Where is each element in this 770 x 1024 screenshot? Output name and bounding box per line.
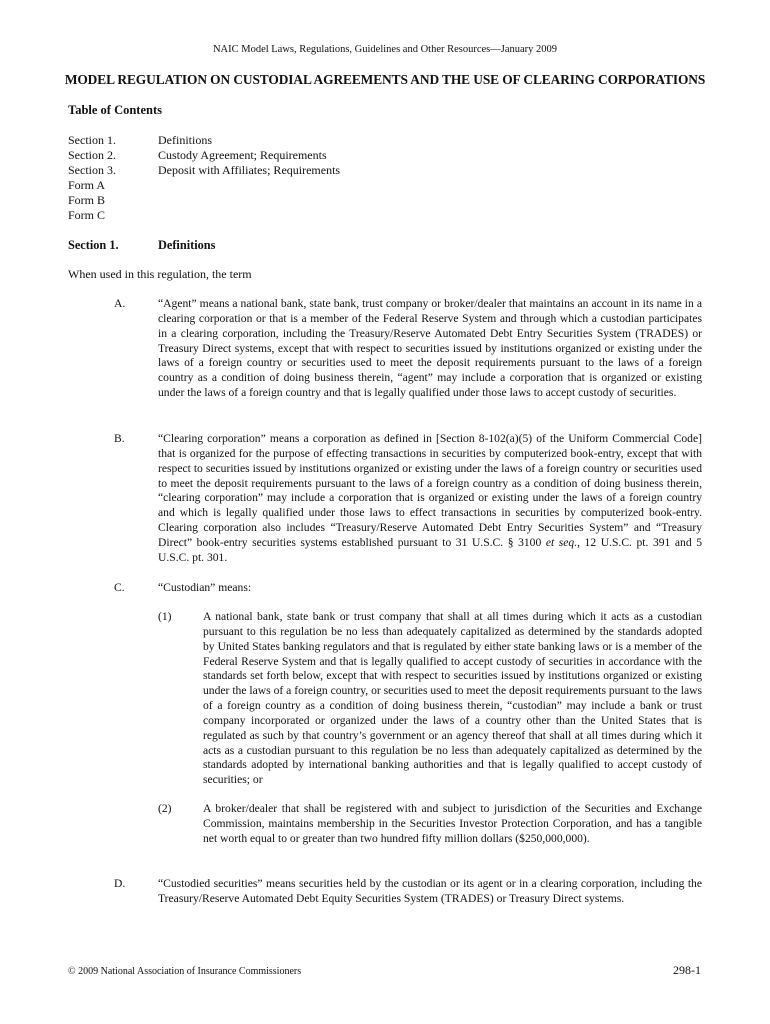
item-text: “Custodied securities” means securities held by the custodian or its agent or in a clearing corporation, including the Treasury/Reserve Automated Debt Equity Securities System (TRADES) or Treasury Direct systems. xyxy=(158,877,702,905)
running-header: NAIC Model Laws, Regulations, Guidelines and Other Resources—January 2009 xyxy=(212,44,558,55)
section-heading xyxy=(68,238,215,253)
definition-subitem xyxy=(158,610,702,788)
table-of-contents xyxy=(68,133,708,223)
toc-section-title: Deposit with Affiliates; Requirements xyxy=(158,163,341,177)
toc-entry xyxy=(68,163,708,178)
definition-item xyxy=(68,581,702,596)
toc-entry xyxy=(68,208,708,223)
toc-section-number: Section 2. xyxy=(68,148,116,162)
toc-form-label: Form A xyxy=(68,178,106,192)
definition-item xyxy=(68,432,702,566)
toc-entry xyxy=(68,193,708,208)
toc-section-number: Section 3. xyxy=(68,163,116,177)
item-text: “Custodian” means: xyxy=(158,581,252,594)
item-text-part: , 12 U.S.C. pt. 391 and 5 U.S.C. pt. 301. xyxy=(158,535,702,564)
subitem-number: (1) xyxy=(158,610,172,623)
section-intro: When used in this regulation, the term xyxy=(68,267,252,281)
item-text xyxy=(158,432,702,566)
item-letter: A. xyxy=(114,297,126,310)
toc-section-title: Custody Agreement; Requirements xyxy=(158,148,327,162)
toc-entry xyxy=(68,133,708,148)
toc-form-label: Form B xyxy=(68,193,106,207)
definition-subitem xyxy=(158,802,702,847)
item-text-italic: et seq. xyxy=(545,535,578,549)
section-number: Section 1. xyxy=(68,238,119,252)
toc-entry xyxy=(68,148,708,163)
item-text-part: “Clearing corporation” means a corporation as defined in [Section 8-102(a)(5) of the Uniform Commercial Code] that is organized for the purpose of effecting transactions in securities by computerized book-entry, except that with respect to securities issued by institutions organized or existing under the laws of a foreign country or securities used to meet the deposit requirements pursuant to the laws of a foreign country as a condition of doing business therein, “clearing corporation” may include a corporation that is organized or existing under the laws of a foreign country and which is legally qualified under those laws to effect transactions in securities by computerized book-entry. Clearing corporation also includes “Treasury/Reserve Automated Debt Entry Securities System” and “Treasury Direct” book-entry securities systems established pursuant to 31 U.S.C. § 3100 xyxy=(158,432,702,549)
item-letter: B. xyxy=(114,432,125,445)
subitem-number: (2) xyxy=(158,802,172,815)
page-number: 298-1 xyxy=(673,963,701,977)
toc-heading: Table of Contents xyxy=(68,103,162,117)
subitem-text: A national bank, state bank or trust company that shall at all times during which it acts as a custodian pursuant to this regulation be no less than adequately capitalized as determined by the standards adopted by United States banking regulators and that is regulated by either state banking laws or is a member of the Federal Reserve System and that is legally qualified to accept custody of securities in accordance with the standards set forth below, except that with respect to securities issued by institutions organized or existing under the laws of a foreign country, or securities used to meet the deposit requirements pursuant to the laws of a foreign country as a condition of doing business therein, “custodian” may include a bank or trust company incorporated or organized under the laws of a country other than the United States that is regulated as such by that country’s government or an agency thereof that shall at all times during which it acts as a custodian pursuant to this regulation be no less than adequately capitalized as determined by the standards adopted by international banking authorities and that is legally qualified to accept custody of securities; or xyxy=(203,610,702,787)
item-text: “Agent” means a national bank, state bank, trust company or broker/dealer that maintains an account in its name in a clearing corporation or that is a member of the Federal Reserve System and through which a custodian participates in a clearing corporation, including the Treasury/Reserve Automated Debt Entry Securities System (TRADES) or Treasury Direct systems, except that with respect to securities issued by institutions organized or existing under the laws of a foreign country or securities used to meet the deposit requirements pursuant to the laws of a foreign country as a condition of doing business therein, “agent” may include a corporation that is organized or existing under the laws of a foreign country and that is legally qualified under those laws to accept custody of securities. xyxy=(158,297,702,400)
definition-item xyxy=(68,297,702,401)
footer-copyright: © 2009 National Association of Insurance Commissioners xyxy=(68,966,302,977)
definition-item xyxy=(68,877,702,907)
item-letter: C. xyxy=(114,581,125,594)
document-title: MODEL REGULATION ON CUSTODIAL AGREEMENTS AND THE USE OF CLEARING CORPORATIONS xyxy=(64,72,706,87)
item-letter: D. xyxy=(114,877,126,890)
toc-section-title: Definitions xyxy=(158,133,212,147)
toc-form-label: Form C xyxy=(68,208,106,222)
toc-section-number: Section 1. xyxy=(68,133,116,147)
toc-entry xyxy=(68,178,708,193)
section-title: Definitions xyxy=(158,238,216,252)
subitem-text: A broker/dealer that shall be registered with and subject to jurisdiction of the Securities and Exchange Commission, maintains membership in the Securities Investor Protection Corporation, and has a tangible net worth equal to or greater than two hundred fifty million dollars ($250,000,000). xyxy=(203,802,702,845)
